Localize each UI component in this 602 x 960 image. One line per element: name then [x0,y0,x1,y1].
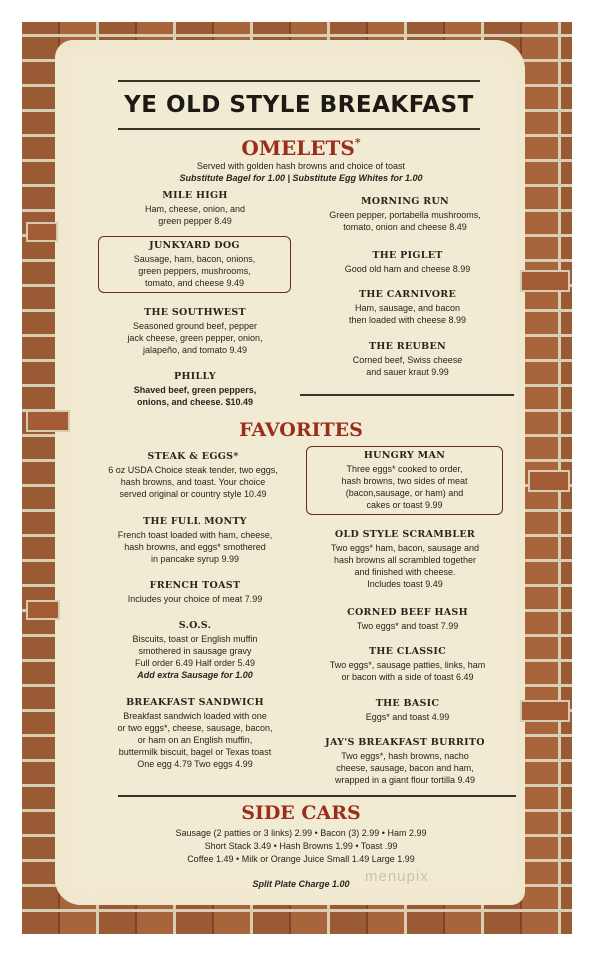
page-title: YE OLD STYLE BREAKFAST [124,92,474,118]
item-name: THE PIGLET [372,250,443,261]
side-line: Coffee 1.49 • Milk or Orange Juice Small 1.49 Large 1.99 [187,854,415,864]
item-desc: smothered in sausage gravy [138,646,252,656]
item-desc: Two eggs*, sausage patties, links, ham [329,660,486,670]
item-desc: Corned beef, Swiss cheese [352,355,463,365]
menu-item [305,646,510,683]
item-desc: tomato, onion and cheese 8.49 [343,222,467,232]
item-desc: Seasoned ground beef, pepper [132,321,258,331]
menu-item [105,307,285,356]
menu-item [305,737,505,786]
item-desc: hash browns all scrambled together [333,555,477,565]
menu-item [315,607,500,632]
omelets-heading [0,136,602,160]
divider [300,394,514,396]
item-desc: hash browns, and eggs* smothered [124,542,266,552]
item-name: THE FULL MONTY [143,516,247,527]
item-name: HUNGRY MAN [363,450,446,461]
item-name: MORNING RUN [360,196,450,207]
menu-item [305,529,505,590]
menu-item [100,697,290,770]
item-desc: hash browns, two sides of meat [341,476,468,486]
item-name: PHILLY [174,371,216,382]
item-name: JAY'S BREAKFAST BURRITO [325,737,485,748]
item-name: JUNKYARD DOG [149,240,240,251]
watermark: menupix [365,868,429,885]
menu-item [100,516,290,565]
menu-item-boxed [98,236,291,293]
menu-item [315,250,500,275]
item-name: OLD STYLE SCRAMBLER [334,529,476,540]
item-desc: served original or country style 10.49 [119,489,267,499]
item-desc: cakes or toast 9.99 [366,500,443,510]
item-desc: tomato, and cheese 9.49 [144,278,245,288]
brick-decoration [26,222,58,242]
menu-item [105,580,285,605]
item-desc: Sausage, ham, bacon, onions, [133,254,256,264]
brick-decoration [528,470,570,492]
omelets-heading-marker: * [354,136,361,149]
item-desc: hash browns, and toast. Your choice [120,477,266,487]
omelets-subtitle: Served with golden hash browns and choice of toast [196,161,406,171]
item-name: THE REUBEN [369,341,446,352]
divider [118,795,516,797]
item-desc: One egg 4.79 Two eggs 4.99 [137,759,253,769]
item-desc: then loaded with cheese 8.99 [348,315,467,325]
item-name: THE SOUTHWEST [144,307,246,318]
item-desc: Breakfast sandwich loaded with one [123,711,267,721]
menu-item [305,196,505,233]
brick-decoration [26,600,60,620]
menu-item [115,190,275,227]
item-desc: and sauer kraut 9.99 [366,367,449,377]
item-desc: onions, and cheese. $10.49 [136,397,254,407]
item-name: BREAKFAST SANDWICH [126,697,264,708]
omelets-heading-text: OMELETS [241,136,355,160]
item-desc: Includes your choice of meat 7.99 [127,594,263,604]
split-plate-charge: Split Plate Charge 1.00 [252,879,350,889]
item-desc: cheese, sausage, bacon and ham, [336,763,474,773]
item-desc: Two eggs* ham, bacon, sausage and [330,543,480,553]
item-name: STEAK & EGGS* [147,451,239,462]
favorites-heading: FAVORITES [239,419,363,441]
item-name: THE BASIC [375,698,440,709]
side-line: Sausage (2 patties or 3 links) 2.99 • Bacon (3) 2.99 • Ham 2.99 [175,828,427,838]
menu-item [110,371,280,408]
item-name: FRENCH TOAST [149,580,241,591]
item-name: CORNED BEEF HASH [347,607,468,618]
item-desc: or bacon with a side of toast 6.49 [341,672,474,682]
item-name: THE CARNIVORE [358,289,457,300]
item-desc: Eggs* and toast 4.99 [365,712,450,722]
side-cars-heading: SIDE CARS [241,802,361,824]
item-desc: Green pepper, portabella mushrooms, [329,210,481,220]
item-name: MILE HIGH [162,190,228,201]
item-desc: Two eggs* and toast 7.99 [356,621,459,631]
item-desc: Full order 6.49 Half order 5.49 [134,658,256,668]
item-desc: Includes toast 9.49 [367,579,443,589]
item-desc: buttermilk biscuit, bagel or Texas toast [118,747,272,757]
item-desc: or two eggs*, cheese, sausage, bacon, [117,723,273,733]
omelets-substitute: Substitute Bagel for 1.00 | Substitute Egg Whites for 1.00 [179,173,423,183]
item-desc: (bacon,sausage, or ham) and [345,488,464,498]
brick-decoration [520,700,570,722]
brick-decoration [520,270,570,292]
menu-item [315,289,500,326]
item-desc: jack cheese, green pepper, onion, [127,333,263,343]
item-desc: green pepper 8.49 [158,216,232,226]
item-desc: wrapped in a giant flour tortilla 9.49 [334,775,476,785]
item-desc: Ham, cheese, onion, and [144,204,246,214]
menu-item [315,698,500,723]
item-desc: Shaved beef, green peppers, [133,385,257,395]
item-desc: French toast loaded with ham, cheese, [117,530,273,540]
item-desc: 6 oz USDA Choice steak tender, two eggs, [108,465,278,475]
item-desc: Ham, sausage, and bacon [354,303,461,313]
item-desc: or ham on an English muffin, [137,735,253,745]
item-desc: and finished with cheese. [354,567,456,577]
item-desc: Two eggs*, hash browns, nacho [341,751,469,761]
item-name: THE CLASSIC [368,646,447,657]
menu-item [315,341,500,378]
side-line: Short Stack 3.49 • Hash Browns 1.99 • Toast .99 [204,841,398,851]
item-desc: Good old ham and cheese 8.99 [344,264,471,274]
menu-item-boxed [306,446,503,515]
item-desc: green peppers, mushrooms, [138,266,251,276]
item-desc: Three eggs* cooked to order, [346,464,463,474]
menu-item [105,620,285,681]
item-desc: jalapeño, and tomato 9.49 [142,345,248,355]
item-desc: Biscuits, toast or English muffin [132,634,258,644]
title-banner [118,80,480,130]
item-desc: in pancake syrup 9.99 [150,554,240,564]
item-name: S.O.S. [178,620,212,631]
menu-item [98,451,288,500]
item-extra: Add extra Sausage for 1.00 [137,670,253,680]
